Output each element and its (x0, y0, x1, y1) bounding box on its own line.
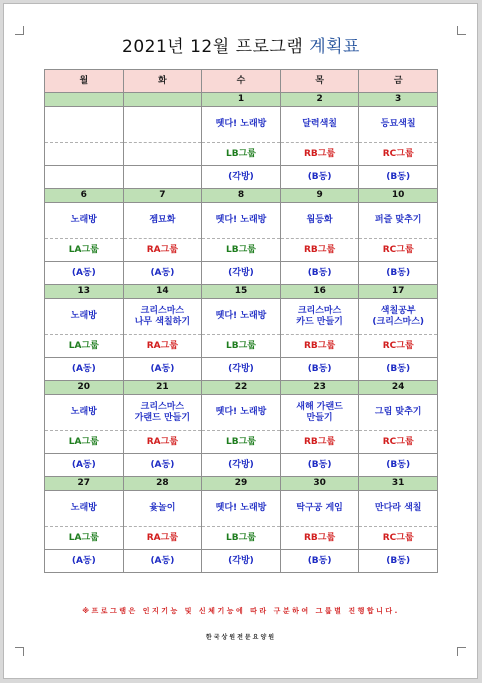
location-cell: (B동) (280, 550, 359, 573)
date-cell: 15 (202, 285, 281, 299)
date-cell: 7 (123, 189, 202, 203)
program-cell: 탁구공 게임 (280, 491, 359, 527)
location-cell: (각방) (202, 166, 281, 189)
location-row (45, 454, 438, 477)
group-cell: LB그룹 (202, 527, 281, 550)
group-cell: RA그룹 (123, 239, 202, 262)
program-note: ※프로그램은 인지기능 및 신체기능에 따라 구분하여 그룹별 진행합니다. (82, 607, 400, 615)
date-cell: 29 (202, 477, 281, 491)
location-cell: (A동) (45, 550, 124, 573)
group-cell: RC그룹 (359, 239, 438, 262)
location-cell: (B동) (280, 454, 359, 477)
title-main: 2021년 12월 프로그램 (122, 37, 304, 57)
facility-name: 한국상원전문요양원 (205, 634, 277, 641)
program-calendar-table (44, 69, 438, 573)
program-row (45, 299, 438, 335)
date-row (45, 381, 438, 395)
program-cell: 뗏다! 노래방 (202, 203, 281, 239)
date-cell: 9 (280, 189, 359, 203)
location-cell: (A동) (123, 262, 202, 285)
location-cell: (각방) (202, 262, 281, 285)
location-cell (45, 166, 124, 189)
location-cell: (A동) (45, 358, 124, 381)
program-cell: 색칠공부 (크리스마스) (359, 299, 438, 335)
program-cell: 새해 가랜드 만들기 (280, 395, 359, 431)
date-cell: 22 (202, 381, 281, 395)
group-cell: LB그룹 (202, 239, 281, 262)
date-row (45, 477, 438, 491)
group-row (45, 335, 438, 358)
group-cell: RA그룹 (123, 527, 202, 550)
weekday-header: 금 (359, 70, 438, 93)
location-cell: (B동) (359, 262, 438, 285)
date-cell: 16 (280, 285, 359, 299)
weekday-header: 목 (280, 70, 359, 93)
location-cell: (A동) (123, 550, 202, 573)
group-row (45, 527, 438, 550)
weekday-header: 화 (123, 70, 202, 93)
group-cell: RB그룹 (280, 239, 359, 262)
group-cell: LA그룹 (45, 239, 124, 262)
program-cell: 달력색칠 (280, 107, 359, 143)
program-cell (45, 107, 124, 143)
location-cell: (B동) (359, 358, 438, 381)
location-cell: (A동) (45, 454, 124, 477)
program-cell: 노래방 (45, 395, 124, 431)
group-cell: LA그룹 (45, 527, 124, 550)
group-cell: RC그룹 (359, 335, 438, 358)
program-row (45, 107, 438, 143)
location-row (45, 550, 438, 573)
program-cell: 노래방 (45, 491, 124, 527)
group-cell: LB그룹 (202, 335, 281, 358)
location-row (45, 166, 438, 189)
date-cell: 2 (280, 93, 359, 107)
group-cell: RB그룹 (280, 527, 359, 550)
program-cell: 윷놀이 (123, 491, 202, 527)
program-row (45, 203, 438, 239)
date-cell: 23 (280, 381, 359, 395)
location-cell: (A동) (123, 454, 202, 477)
location-cell: (B동) (280, 166, 359, 189)
program-cell: 크리스마스 가랜드 만들기 (123, 395, 202, 431)
page-title (0, 32, 482, 57)
program-cell: 뗏다! 노래방 (202, 299, 281, 335)
date-cell: 1 (202, 93, 281, 107)
group-cell: RC그룹 (359, 431, 438, 454)
title-accent: 계획표 (309, 37, 360, 57)
weekday-header-row (45, 70, 438, 93)
program-row (45, 395, 438, 431)
date-cell: 8 (202, 189, 281, 203)
group-cell: RA그룹 (123, 335, 202, 358)
location-cell: (B동) (359, 166, 438, 189)
date-cell: 28 (123, 477, 202, 491)
program-cell: 만다라 색칠 (359, 491, 438, 527)
date-cell: 31 (359, 477, 438, 491)
group-cell: RA그룹 (123, 431, 202, 454)
group-cell: RB그룹 (280, 335, 359, 358)
date-cell: 3 (359, 93, 438, 107)
date-cell: 6 (45, 189, 124, 203)
group-cell: LB그룹 (202, 143, 281, 166)
group-cell: LA그룹 (45, 335, 124, 358)
location-cell: (B동) (359, 550, 438, 573)
location-cell: (각방) (202, 358, 281, 381)
program-cell: 퍼즐 맞추기 (359, 203, 438, 239)
date-cell: 21 (123, 381, 202, 395)
date-cell: 20 (45, 381, 124, 395)
program-cell: 그림 맞추기 (359, 395, 438, 431)
group-cell: LA그룹 (45, 431, 124, 454)
program-row (45, 491, 438, 527)
location-cell: (B동) (280, 358, 359, 381)
date-cell (45, 93, 124, 107)
program-cell: 노래방 (45, 203, 124, 239)
date-row (45, 93, 438, 107)
program-cell (123, 107, 202, 143)
date-cell: 17 (359, 285, 438, 299)
group-cell: RB그룹 (280, 143, 359, 166)
group-cell: RC그룹 (359, 143, 438, 166)
group-cell (123, 143, 202, 166)
location-cell: (각방) (202, 550, 281, 573)
program-cell: 웜등화 (280, 203, 359, 239)
location-row (45, 358, 438, 381)
group-cell: RB그룹 (280, 431, 359, 454)
group-row (45, 143, 438, 166)
program-cell: 뗏다! 노래방 (202, 491, 281, 527)
program-cell: 젬묘화 (123, 203, 202, 239)
program-cell: 등묘색칠 (359, 107, 438, 143)
group-cell: LB그룹 (202, 431, 281, 454)
program-cell: 크리스마스 카드 만들기 (280, 299, 359, 335)
weekday-header: 수 (202, 70, 281, 93)
weekday-header: 월 (45, 70, 124, 93)
program-cell: 노래방 (45, 299, 124, 335)
date-cell: 14 (123, 285, 202, 299)
program-cell: 뗏다! 노래방 (202, 107, 281, 143)
group-row (45, 431, 438, 454)
date-cell: 24 (359, 381, 438, 395)
date-cell (123, 93, 202, 107)
crop-mark-bottom-left (15, 647, 24, 656)
location-cell: (A동) (45, 262, 124, 285)
location-cell (123, 166, 202, 189)
program-cell: 뗏다! 노래방 (202, 395, 281, 431)
location-row (45, 262, 438, 285)
date-cell: 10 (359, 189, 438, 203)
date-row (45, 285, 438, 299)
location-cell: (A동) (123, 358, 202, 381)
date-cell: 30 (280, 477, 359, 491)
location-cell: (각방) (202, 454, 281, 477)
date-cell: 27 (45, 477, 124, 491)
date-row (45, 189, 438, 203)
group-cell (45, 143, 124, 166)
location-cell: (B동) (280, 262, 359, 285)
crop-mark-bottom-right (457, 647, 466, 656)
location-cell: (B동) (359, 454, 438, 477)
group-row (45, 239, 438, 262)
date-cell: 13 (45, 285, 124, 299)
group-cell: RC그룹 (359, 527, 438, 550)
program-cell: 크리스마스 나무 색칠하기 (123, 299, 202, 335)
